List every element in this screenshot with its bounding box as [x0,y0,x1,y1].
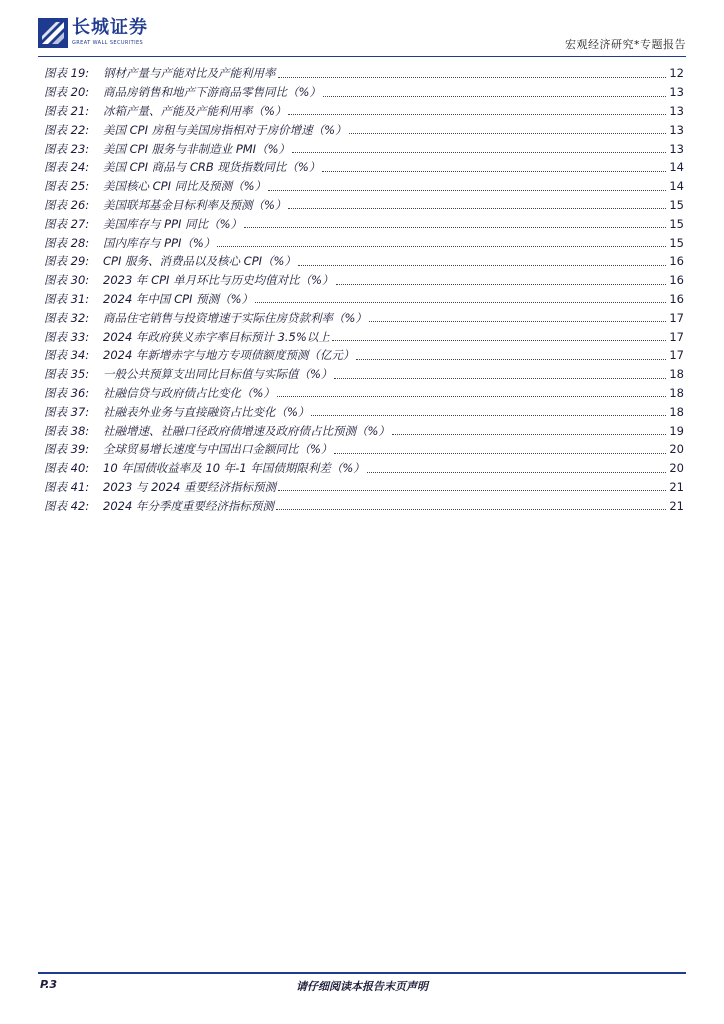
toc-dot-leader [244,227,666,228]
toc-dot-leader [332,340,666,341]
toc-dot-leader [278,77,667,78]
toc-entry-page: 21 [669,498,684,513]
company-logo [38,18,168,52]
toc-entry[interactable] [44,120,684,139]
toc-entry[interactable] [44,365,684,384]
toc-entry[interactable] [44,214,684,233]
toc-entry-title: 国内库存与 PPI（%） [103,235,216,250]
toc-dot-leader [336,284,666,285]
toc-entry-title: 社融表外业务与直接融资占比变化（%） [103,404,310,419]
toc-dot-leader [367,472,666,473]
toc-entry-page: 16 [669,291,684,306]
toc-entry-page: 20 [669,442,684,457]
toc-entry-page: 16 [669,254,684,269]
toc-entry-label: 图表 30: [44,273,90,288]
toc-entry-page: 17 [669,310,684,325]
toc-entry-title: 2023 与 2024 重要经济指标预测 [103,479,276,494]
toc-entry-title: 美国联邦基金目标利率及预测（%） [103,197,287,212]
toc-dot-leader [349,133,666,134]
toc-entry-label: 图表 19: [44,66,90,81]
toc-entry-label: 图表 36: [44,385,90,400]
toc-entry-page: 18 [669,404,684,419]
page-header [38,18,686,54]
toc-entry-page: 18 [669,367,684,382]
toc-entry-title: 社融增速、社融口径政府债增速及政府债占比预测（%） [103,423,390,438]
toc-dot-leader [217,246,666,247]
toc-dot-leader [356,359,666,360]
toc-entry-title: 全球贸易增长速度与中国出口金额同比（%） [103,442,333,457]
toc-entry-label: 图表 31: [44,291,90,306]
toc-entry-page: 14 [669,179,684,194]
toc-entry[interactable] [44,83,684,102]
toc-dot-leader [276,509,666,510]
toc-entry-title: 10 年国债收益率及 10 年-1 年国债期限利差（%） [103,461,365,476]
toc-entry-title: 2023 年 CPI 单月环比与历史均值对比（%） [103,273,334,288]
toc-entry-page: 13 [669,141,684,156]
toc-entry-label: 图表 22: [44,122,90,137]
toc-dot-leader [278,490,666,491]
toc-dot-leader [277,396,666,397]
toc-entry[interactable] [44,459,684,478]
toc-dot-leader [311,415,666,416]
page-number: P.3 [40,978,58,991]
toc-entry[interactable] [44,384,684,403]
toc-dot-leader [334,378,666,379]
toc-entry-title: 冰箱产量、产能及产能利用率（%） [103,103,287,118]
toc-entry-label: 图表 39: [44,442,90,457]
toc-entry-title: 美国 CPI 房租与美国房指相对于房价增速（%） [103,122,347,137]
toc-entry-page: 15 [669,235,684,250]
toc-dot-leader [288,208,666,209]
toc-entry[interactable] [44,139,684,158]
toc-entry-title: 商品住宅销售与投资增速于实际住房贷款利率（%） [103,310,367,325]
toc-entry-page: 14 [669,160,684,175]
toc-entry-title: 商品房销售和地产下游商品零售同比（%） [103,85,321,100]
toc-entry[interactable] [44,327,684,346]
toc-entry-title: 美国核心 CPI 同比及预测（%） [103,179,267,194]
toc-entry-label: 图表 40: [44,461,90,476]
toc-entry-title: 钢材产量与产能对比及产能利用率 [103,66,276,81]
logo-english-text: GREAT WALL SECURITIES [72,40,144,46]
toc-entry-label: 图表 20: [44,85,90,100]
report-type-label: 宏观经济研究*专题报告 [565,38,686,51]
toc-entry[interactable] [44,478,684,497]
toc-entry[interactable] [44,496,684,515]
toc-entry[interactable] [44,402,684,421]
toc-entry-label: 图表 26: [44,197,90,212]
toc-dot-leader [298,265,666,266]
figure-list [44,64,684,515]
toc-entry-label: 图表 25: [44,179,90,194]
footer-divider [38,972,686,974]
toc-entry-label: 图表 21: [44,103,90,118]
toc-entry[interactable] [44,308,684,327]
disclaimer-note: 请仔细阅读本报告末页声明 [296,980,428,993]
toc-entry-label: 图表 28: [44,235,90,250]
toc-entry[interactable] [44,271,684,290]
toc-entry-page: 21 [669,479,684,494]
toc-entry-label: 图表 38: [44,423,90,438]
toc-dot-leader [292,152,666,153]
toc-entry-label: 图表 34: [44,348,90,363]
toc-entry-page: 12 [669,66,684,81]
toc-entry-title: 社融信贷与政府债占比变化（%） [103,385,275,400]
toc-entry[interactable] [44,102,684,121]
toc-entry-label: 图表 37: [44,404,90,419]
toc-entry-page: 20 [669,461,684,476]
toc-entry[interactable] [44,440,684,459]
toc-entry-title: CPI 服务、消费品以及核心 CPI（%） [103,254,296,269]
toc-dot-leader [323,96,666,97]
toc-dot-leader [369,321,666,322]
toc-entry-page: 16 [669,273,684,288]
toc-dot-leader [268,190,666,191]
toc-dot-leader [288,114,666,115]
toc-entry-label: 图表 29: [44,254,90,269]
toc-entry-label: 图表 27: [44,216,90,231]
toc-entry[interactable] [44,177,684,196]
toc-entry-page: 18 [669,385,684,400]
toc-entry[interactable] [44,290,684,309]
toc-entry-title: 2024 年政府狭义赤字率目标预计 3.5%以上 [103,329,330,344]
toc-entry-page: 19 [669,423,684,438]
toc-entry[interactable] [44,421,684,440]
header-divider [38,56,686,57]
toc-entry-page: 17 [669,348,684,363]
toc-entry-label: 图表 23: [44,141,90,156]
toc-entry[interactable] [44,158,684,177]
toc-entry-page: 17 [669,329,684,344]
toc-entry[interactable] [44,64,684,83]
toc-entry[interactable] [44,233,684,252]
toc-entry-title: 美国 CPI 服务与非制造业 PMI（%） [103,141,290,156]
toc-dot-leader [334,453,666,454]
toc-entry-title: 2024 年中国 CPI 预测（%） [103,291,254,306]
toc-entry-page: 15 [669,197,684,212]
toc-entry[interactable] [44,196,684,215]
toc-entry-label: 图表 33: [44,329,90,344]
toc-entry-label: 图表 24: [44,160,90,175]
toc-entry-page: 13 [669,122,684,137]
toc-entry-title: 美国 CPI 商品与 CRB 现货指数同比（%） [103,160,321,175]
toc-entry-page: 13 [669,103,684,118]
toc-entry-label: 图表 41: [44,479,90,494]
toc-entry-title: 2024 年分季度重要经济指标预测 [103,498,274,513]
toc-entry-label: 图表 42: [44,498,90,513]
logo-mark-icon [38,18,68,48]
toc-dot-leader [392,434,666,435]
toc-entry[interactable] [44,252,684,271]
toc-entry-label: 图表 35: [44,367,90,382]
toc-entry-page: 13 [669,85,684,100]
toc-dot-leader [255,302,666,303]
toc-entry-title: 2024 年新增赤字与地方专项债额度预测（亿元） [103,348,355,363]
toc-entry-page: 15 [669,216,684,231]
toc-entry-title: 一般公共预算支出同比目标值与实际值（%） [103,367,333,382]
logo-chinese-text: 长城证券 [72,17,148,38]
toc-entry-label: 图表 32: [44,310,90,325]
toc-entry-title: 美国库存与 PPI 同比（%） [103,216,242,231]
toc-dot-leader [322,171,666,172]
toc-entry[interactable] [44,346,684,365]
